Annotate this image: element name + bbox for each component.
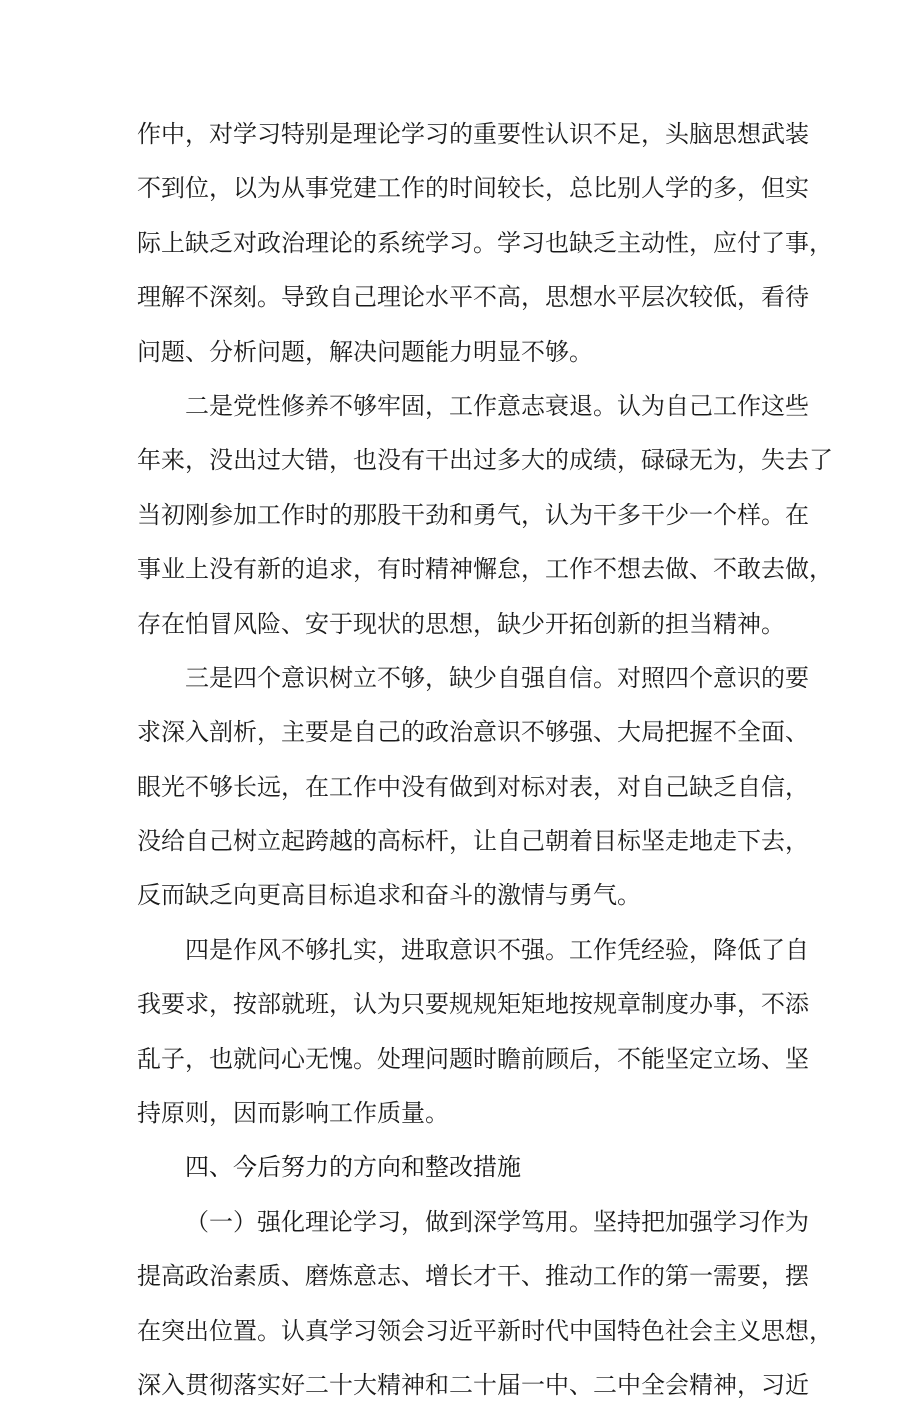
paragraph-line: 年来，没出过大错，也没有干出过多大的成绩，碌碌无为，失去了 <box>137 446 833 475</box>
paragraph-line: 作中，对学习特别是理论学习的重要性认识不足，头脑思想武装 <box>137 120 809 148</box>
paragraph-line: 四是作风不够扎实，进取意识不强。工作凭经验，降低了自 <box>185 935 809 964</box>
paragraph-line: 在突出位置。认真学习领会习近平新时代中国特色社会主义思想， <box>137 1316 833 1345</box>
paragraph-line: 不到位，以为从事党建工作的时间较长，总比别人学的多，但实 <box>137 174 809 203</box>
paragraph-line: 事业上没有新的追求，有时精神懈怠，工作不想去做、不敢去做， <box>137 555 833 584</box>
paragraph-line: 当初刚参加工作时的那股干劲和勇气，认为干多干少一个样。在 <box>137 500 809 529</box>
paragraph-line: 乱子，也就问心无愧。处理问题时瞻前顾后，不能坚定立场、坚 <box>137 1044 809 1073</box>
paragraph-line: 际上缺乏对政治理论的系统学习。学习也缺乏主动性，应付了事， <box>137 228 833 257</box>
paragraph-line: 三是四个意识树立不够，缺少自强自信。对照四个意识的要 <box>185 663 809 692</box>
paragraph-line: 持原则，因而影响工作质量。 <box>137 1099 449 1128</box>
document-body <box>137 107 833 1412</box>
paragraph-line: 反而缺乏向更高目标追求和奋斗的激情与勇气。 <box>137 881 641 910</box>
paragraph-line: 存在怕冒风险、安于现状的思想，缺少开拓创新的担当精神。 <box>137 609 785 638</box>
paragraph-line: 没给自己树立起跨越的高标杆，让自己朝着目标坚走地走下去， <box>137 827 809 856</box>
paragraph-line: 求深入剖析，主要是自己的政治意识不够强、大局把握不全面、 <box>137 718 809 747</box>
paragraph-line: 理解不深刻。导致自己理论水平不高，思想水平层次较低，看待 <box>137 283 809 312</box>
paragraph-line: 我要求，按部就班，认为只要规规矩矩地按规章制度办事，不添 <box>137 990 809 1019</box>
paragraph-line: 提高政治素质、磨炼意志、增长才干、推动工作的第一需要，摆 <box>137 1262 809 1291</box>
paragraph-line: 眼光不够长远，在工作中没有做到对标对表，对自己缺乏自信， <box>137 772 809 801</box>
paragraph-line: 深入贯彻落实好二十大精神和二十届一中、二中全会精神，习近 <box>137 1370 809 1399</box>
section-heading: 四、今后努力的方向和整改措施 <box>185 1153 521 1182</box>
paragraph-line: 问题、分析问题，解决问题能力明显不够。 <box>137 337 593 366</box>
paragraph-line: 二是党性修养不够牢固，工作意志衰退。认为自己工作这些 <box>185 391 809 420</box>
paragraph-line: （一）强化理论学习，做到深学笃用。坚持把加强学习作为 <box>185 1207 809 1236</box>
